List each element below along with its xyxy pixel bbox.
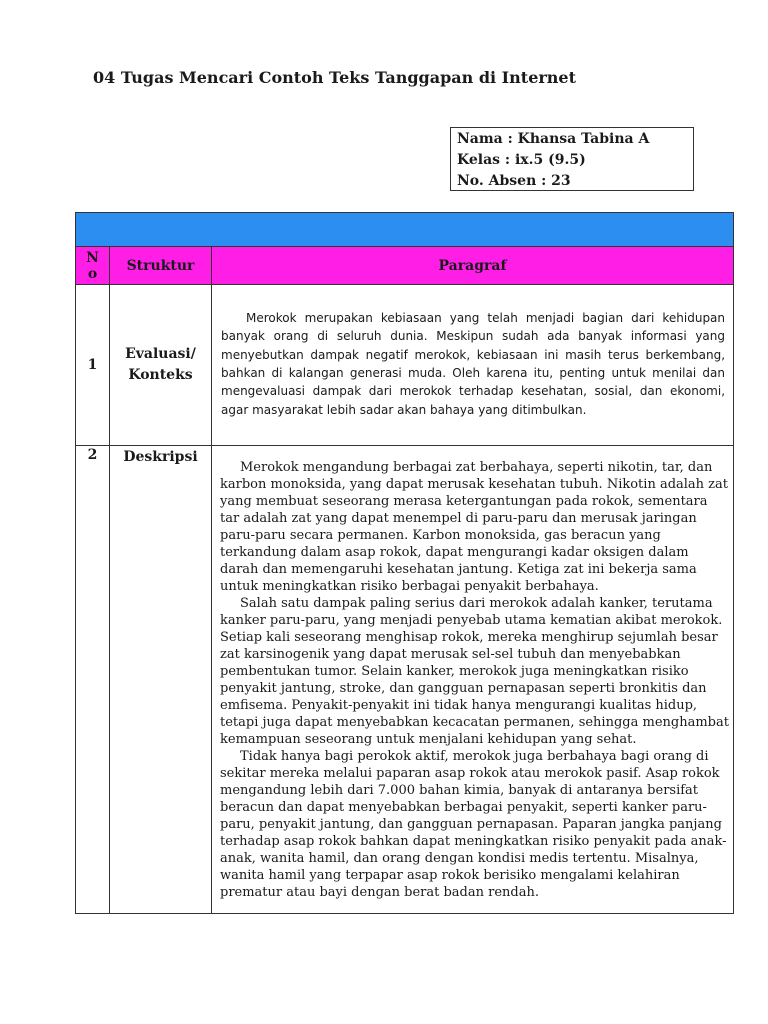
row-structure xyxy=(110,285,212,446)
column-header-no-line1: N xyxy=(86,249,99,266)
column-header-structure: Struktur xyxy=(110,247,212,285)
row-structure-line2: Konteks xyxy=(128,367,193,383)
row-paragraph xyxy=(212,285,734,446)
table-row xyxy=(76,285,734,446)
row-structure: Deskripsi xyxy=(110,446,212,914)
row-structure-line1: Evaluasi/ xyxy=(125,346,196,362)
column-header-paragraph: Paragraf xyxy=(212,247,734,285)
student-absence-number: No. Absen : 23 xyxy=(457,173,571,189)
paragraph-text: Salah satu dampak paling serius dari merokok adalah kanker, terutama kanker paru-paru, yang menjadi penyebab utama kematian akibat merokok. Setiap kali seseorang menghisap rokok, mereka menghirup sejumlah besar zat karsinogenik yang dapat merusak sel-sel tubuh dan menyebabkan pembentukan tumor. Selain kanker, merokok juga meningkatkan risiko penyakit jantung, stroke, dan gangguan pernapasan seperti bronkitis dan emfisema. Penyakit-penyakit ini tidak hanya mengurangi kualitas hidup, tetapi juga dapat menyebabkan kecacatan permanen, sehingga menghambat kemampuan seseorang untuk menjalani kehidupan yang sehat. xyxy=(220,596,729,747)
student-class: Kelas : ix.5 (9.5) xyxy=(457,152,586,168)
response-text-table xyxy=(75,212,734,914)
row-paragraph xyxy=(212,446,734,914)
table-row xyxy=(76,446,734,914)
column-header-no xyxy=(76,247,110,285)
document-title: 04 Tugas Mencari Contoh Teks Tanggapan di Internet xyxy=(93,68,576,87)
table-banner-row xyxy=(76,213,734,247)
column-header-no-line2: o xyxy=(87,265,98,282)
paragraph-text: Tidak hanya bagi perokok aktif, merokok juga berbahaya bagi orang di sekitar mereka melalui paparan asap rokok atau merokok pasif. Asap rokok mengandung lebih dari 7.000 bahan kimia, banyak di antaranya bersifat beracun dan dapat menyebabkan berbagai penyakit, seperti kanker paru-paru, penyakit jantung, dan gangguan pernapasan. Paparan jangka panjang terhadap asap rokok bahkan dapat meningkatkan risiko penyakit pada anak-anak, wanita hamil, dan orang dengan kondisi medis tertentu. Misalnya, wanita hamil yang terpapar asap rokok berisiko mengalami kelahiran prematur atau bayi dengan berat badan rendah. xyxy=(220,749,727,900)
paragraph-text: Merokok mengandung berbagai zat berbahaya, seperti nikotin, tar, dan karbon monoksida, yang dapat merusak kesehatan tubuh. Nikotin adalah zat yang membuat seseorang merasa ketergantungan pada rokok, sementara tar adalah zat yang dapat menempel di paru-paru dan merusak jaringan paru-paru secara permanen. Karbon monoksida, gas beracun yang terkandung dalam asap rokok, dapat mengurangi kadar oksigen dalam darah dan memengaruhi kesehatan jantung. Ketiga zat ini bekerja sama untuk meningkatkan risiko berbagai penyakit berbahaya. xyxy=(220,460,729,594)
table-header-row xyxy=(76,247,734,285)
row-number: 2 xyxy=(76,446,110,914)
row-number: 1 xyxy=(76,285,110,446)
student-name: Nama : Khansa Tabina A xyxy=(457,131,650,147)
table-banner xyxy=(76,213,734,247)
paragraph-text: Merokok merupakan kebiasaan yang telah menjadi bagian dari kehidupan banyak orang di seluruh dunia. Meskipun sudah ada banyak informasi yang menyebutkan dampak negatif merokok, kebiasaan ini masih terus berkembang, bahkan di kalangan generasi muda. Oleh karena itu, penting untuk menilai dan mengevaluasi dampak dari merokok terhadap kesehatan, sosial, dan ekonomi, agar masyarakat lebih sadar akan bahaya yang ditimbulkan. xyxy=(221,311,726,417)
student-info-box xyxy=(450,127,694,191)
